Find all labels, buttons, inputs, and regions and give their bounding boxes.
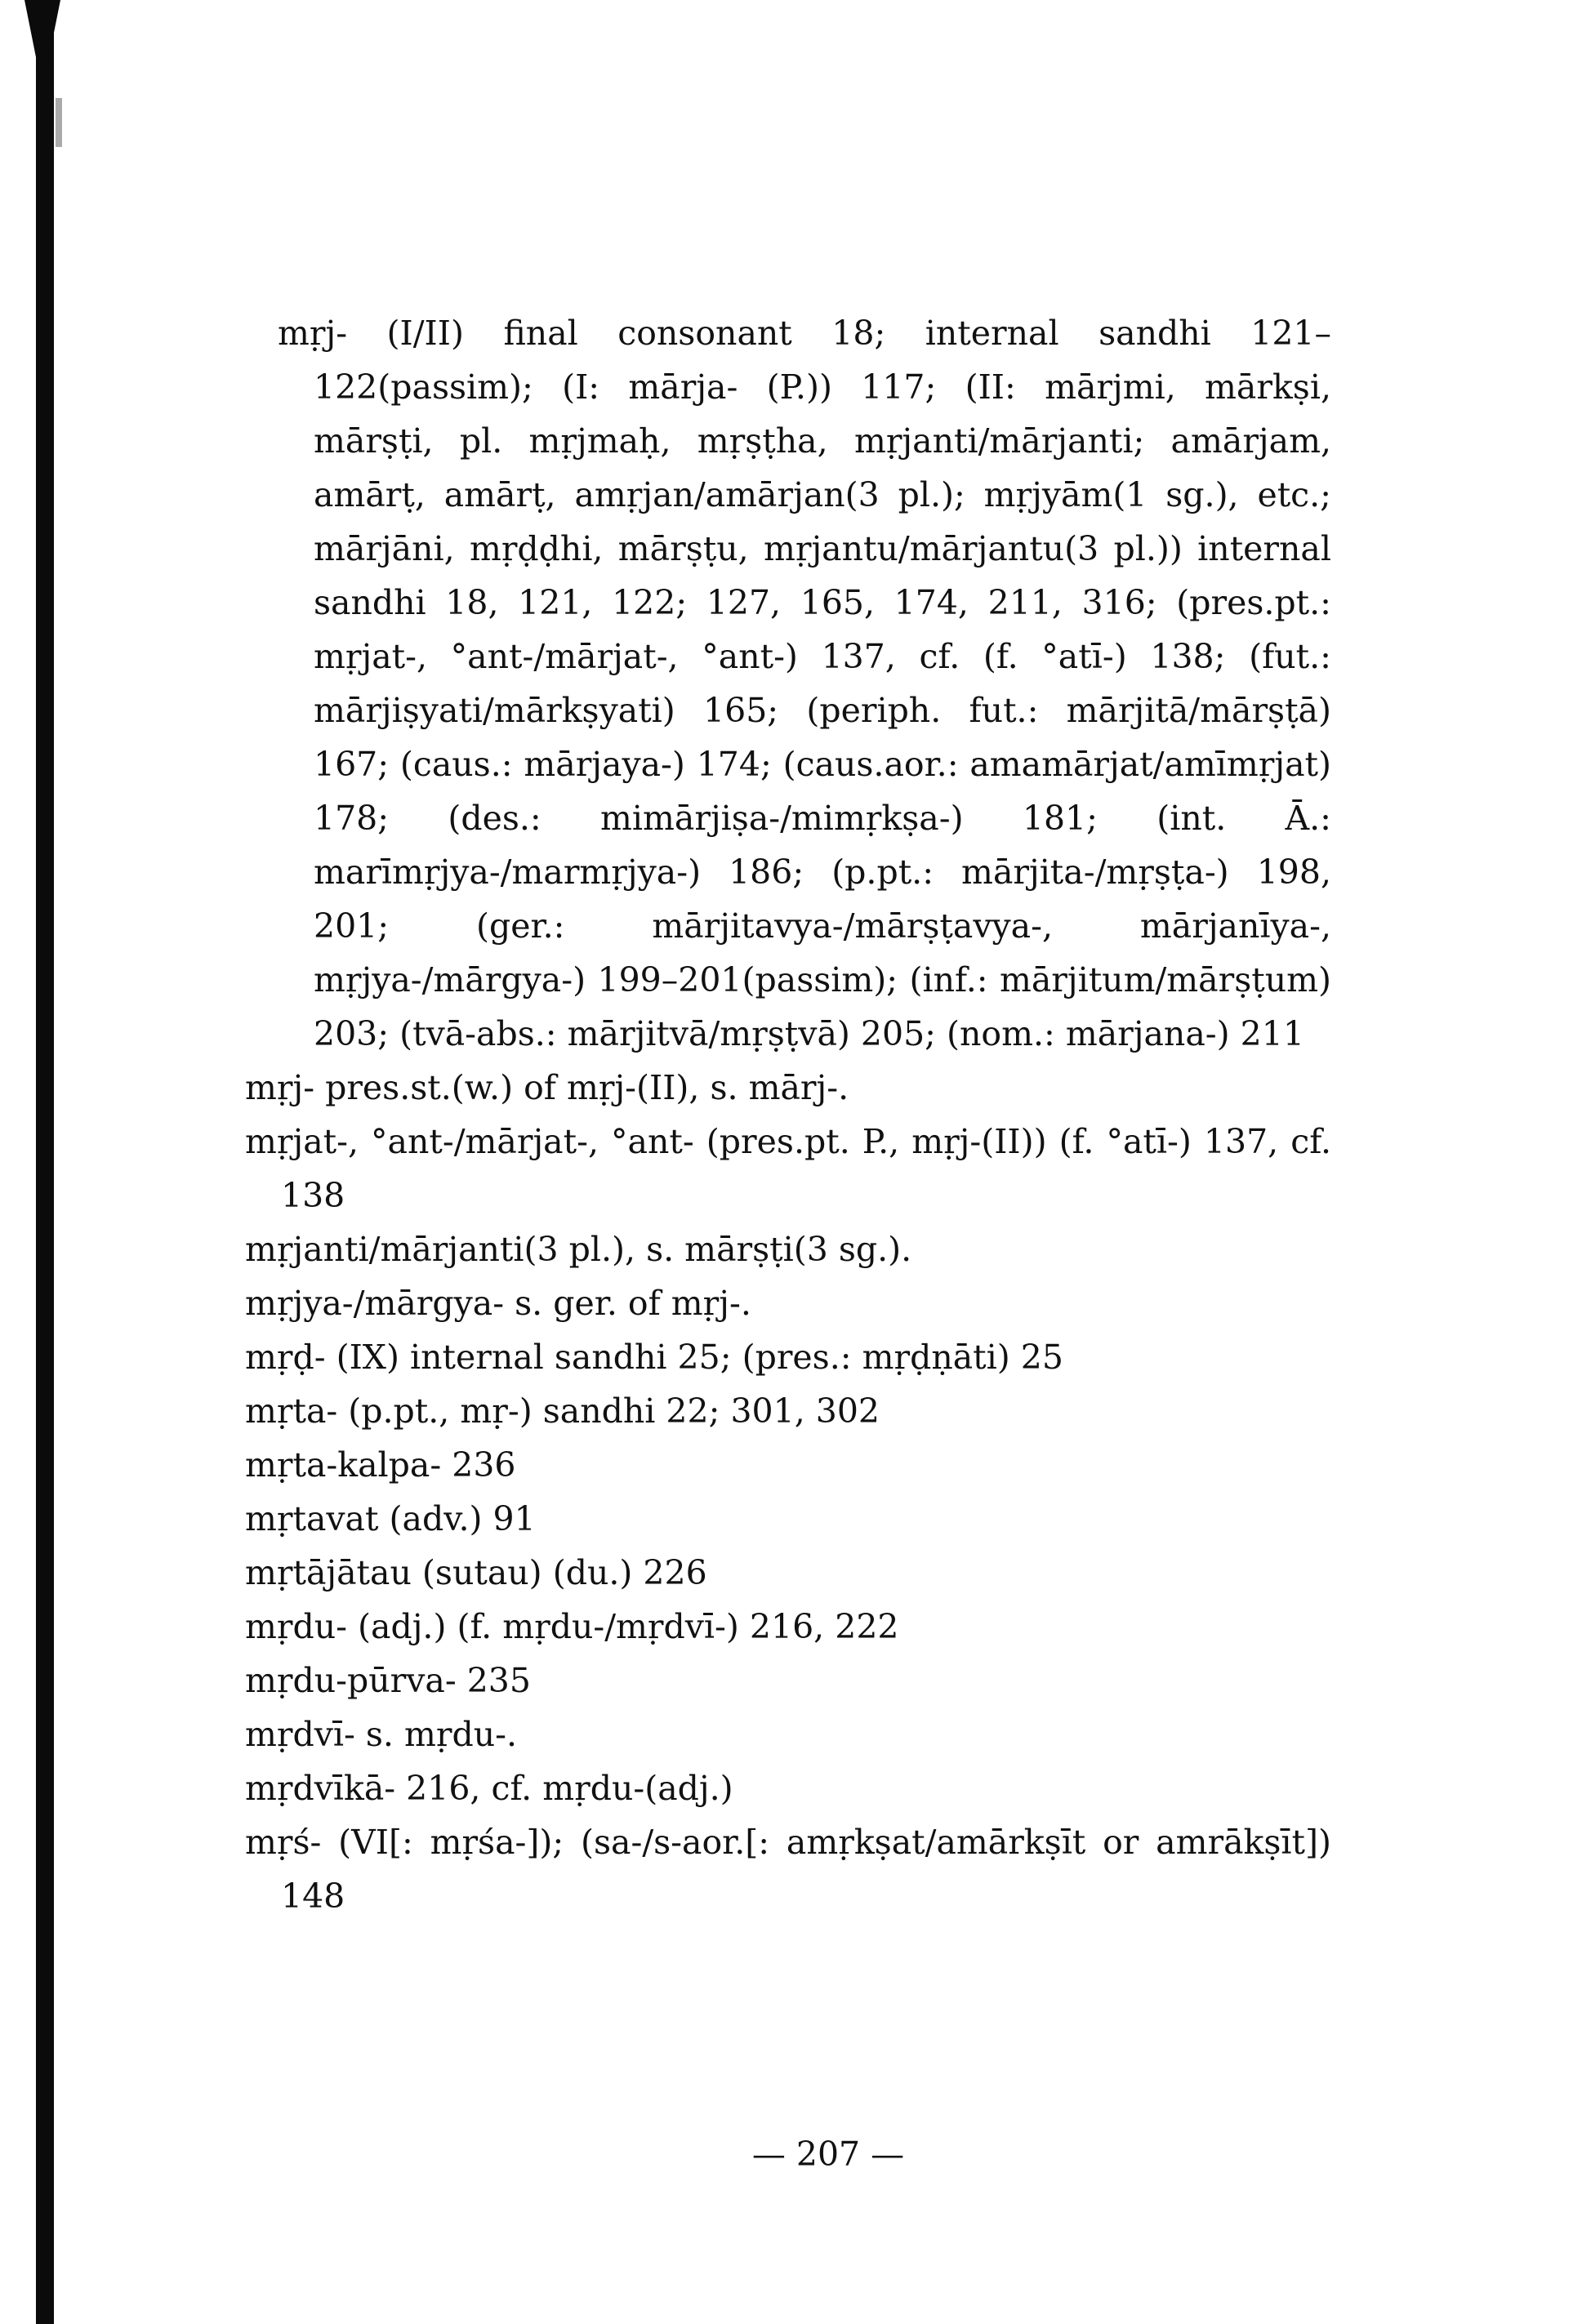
index-entry-mrtajatau: mṛtājātau (sutau) (du.) 226 — [245, 1553, 707, 1592]
index-entry-mrdu: mṛdu- (adj.) (f. mṛdu-/mṛdvī-) 216, 222 — [245, 1607, 899, 1646]
index-entry-mrjat: mṛjat-, °ant-/mārjat-, °ant- (pres.pt. P., mṛj-(II)) (f. °atī-) 137, cf. 138 — [245, 1122, 1331, 1215]
index-entry-mrdvika: mṛdvīkā- 216, cf. mṛdu-(adj.) — [245, 1769, 733, 1808]
binding-notch — [25, 0, 60, 90]
index-entry-mrtavat: mṛtavat (adv.) 91 — [245, 1499, 536, 1538]
binding-edge — [36, 0, 54, 2324]
index-entry-mrdu-purva: mṛdu-pūrva- 235 — [245, 1661, 531, 1700]
index-entry-mrj-pres-st: mṛj- pres.st.(w.) of mṛj-(II), s. mārj-. — [245, 1068, 849, 1107]
index-entry-mrta: mṛta- (p.pt., mṛ-) sandhi 22; 301, 302 — [245, 1391, 880, 1431]
index-entry-mrdvi: mṛdvī- s. mṛdu-. — [245, 1715, 518, 1754]
index-entry-mrd: mṛḍ- (IX) internal sandhi 25; (pres.: mṛḍṇāti) 25 — [245, 1338, 1063, 1377]
index-entry-mrjya: mṛjya-/mārgya- s. ger. of mṛj-. — [245, 1284, 751, 1323]
index-entry-mrjanti: mṛjanti/mārjanti(3 pl.), s. mārṣṭi(3 sg.). — [245, 1230, 912, 1269]
binding-speck — [56, 98, 62, 147]
index-entry-mrj: mṛj- (I/II) final consonant 18; internal sandhi 121–122(passim); (I: mārja- (P.)) 117; (II: mārjmi, mārkṣi, mārṣṭi, pl. mṛjmaḥ, mṛṣṭha, mṛjanti/mārjanti; amārjam, amārṭ, amārṭ, amṛjan/amārjan(3 pl.); mṛjyām(1 sg.), etc.; mārjāni, mṛḍḍhi, mārṣṭu, mṛjantu/mārjantu(3 pl.)) internal sandhi 18, 121, 122; 127, 165, 174, 211, 316; (pres.pt.: mṛjat-, °ant-/mārjat-, °ant-) 137, cf. (f. °atī-) 138; (fut.: mārjiṣyati/mārkṣyati) 165; (periph. fut.: mārjitā/mārṣṭā) 167; (caus.: mārjaya-) 174; (caus.aor.: amamārjat/amīmṛjat) 178; (des.: mimārjiṣa-/mimṛkṣa-) 181; (int. Ā.: marīmṛjya-/marmṛjya-) 186; (p.pt.: mārjita-/mṛṣṭa-) 198, 201; (ger.: mārjitavya-/mārṣṭavya-, mārjanīya-, mṛjya-/mārgya-) 199–201(passim); (inf.: mārjitum/mārṣṭum) 203; (tvā-abs.: mārjitvā/mṛṣṭvā) 205; (nom.: mārjana-) 211 — [278, 314, 1331, 1053]
page-number: — 207 — — [751, 2135, 905, 2174]
index-column — [245, 306, 1331, 1923]
index-entry-mrs: mṛś- (VI[: mṛśa-]); (sa-/s-aor.[: amṛkṣat/amārkṣīt or amrākṣīt]) 148 — [245, 1823, 1331, 1916]
index-entry-mrta-kalpa: mṛta-kalpa- 236 — [245, 1445, 516, 1485]
